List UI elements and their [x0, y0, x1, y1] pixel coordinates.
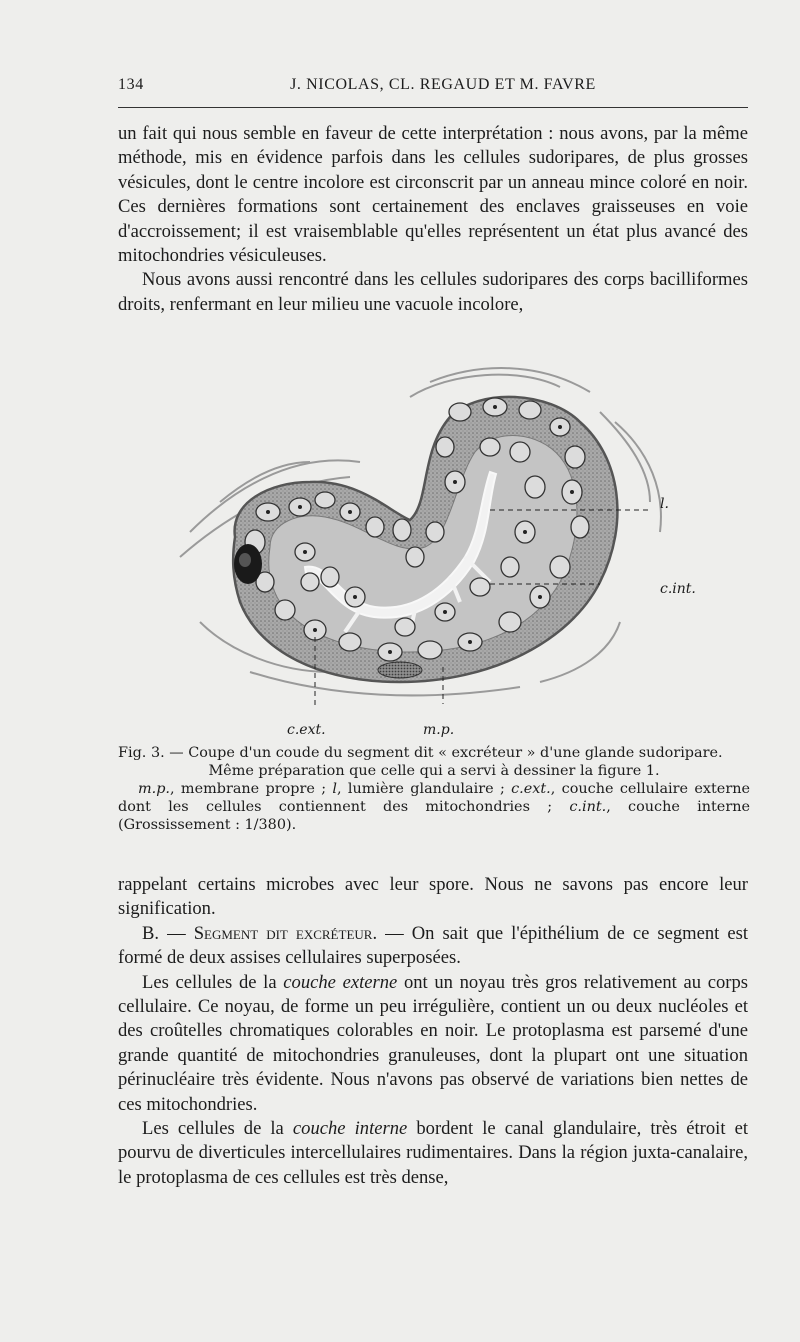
body-text-bottom	[118, 873, 748, 1190]
label-membrane: m.p.	[423, 722, 455, 738]
running-head: J. NICOLAS, CL. REGAUD ET M. FAVRE	[290, 76, 596, 93]
paragraph: Nous avons aussi rencontré dans les cellules sudoripares des corps bacilliformes droits, renfermant en leur milieu une vacuole incolore,	[118, 269, 748, 315]
header-rule	[118, 107, 748, 108]
figure-gland-section	[160, 352, 720, 738]
page-number: 134	[118, 76, 144, 93]
section-prefix: B. —	[142, 922, 194, 944]
gland-section-illustration	[160, 352, 720, 732]
paragraph	[118, 971, 748, 1117]
label-internal-layer: c.int.	[660, 581, 696, 597]
caption-text: , couche interne (Grossissement : 1/380).	[118, 799, 750, 833]
body-text-top	[118, 122, 748, 317]
page-header	[118, 76, 748, 102]
paragraph-text: Les cellules de la	[142, 1118, 293, 1140]
paragraph: un fait qui nous semble en faveur de cette interprétation : nous avons, par la même méthode, mis en évidence parfois dans les cellules sudoripares, de plus grosses vésicules, dont le centre incolore est circonscrit par un anneau mince coloré en noir. Ces dernières formations sont certainement des enclaves graisseuses en voie d'accroissement; il est vraisemblable qu'elles représentent un état plus avancé des mitochondries vésiculeuses.	[118, 123, 748, 267]
section-heading: Segment dit excréteur.	[193, 922, 378, 944]
caption-text: , couche cellulaire externe dont les cellules contiennent des mitochondries ;	[118, 781, 750, 815]
paragraph-text: — On sait que l'épithélium de ce segment est formé de deux assises cellulaires superposées.	[118, 922, 748, 969]
paragraph-text: Les cellules de la	[142, 971, 284, 993]
label-external-layer: c.ext.	[287, 722, 326, 738]
emphasis: couche externe	[283, 971, 398, 993]
paragraph-text: ont un noyau très gros relativement au corps cellulaire. Ce noyau, de forme un peu irrégulière, contient un ou deux nucléoles et des croûtelles chromatiques colorables en noir. Le protoplasma est parsemé d'une grande quantité de mitochondries granuleuses, dont la plupart ont une situation périnucléaire très évidente. Nous n'avons pas observé de variations bien nettes de ces mitochondries.	[118, 971, 748, 1115]
caption-abbr-cext: c.ext.	[511, 781, 551, 797]
figure-caption	[118, 744, 750, 834]
paragraph-section-b	[118, 922, 748, 971]
paragraph: rappelant certains microbes avec leur spore. Nous ne savons pas encore leur signification.	[118, 874, 748, 920]
paragraph-text: bordent le canal glandulaire, très étroit et pourvu de diverticules intercellulaires rudimentaires. Dans la région juxta-canalaire, le protoplasma de ces cellules est très dense,	[118, 1118, 748, 1188]
elongated-dark-nucleus	[378, 662, 422, 678]
caption-text: , membrane propre ;	[170, 781, 333, 797]
caption-legend	[118, 780, 750, 834]
paragraph	[118, 1117, 748, 1190]
label-lumen: l.	[660, 496, 669, 512]
caption-abbr-cint: c.int.	[569, 799, 607, 815]
caption-line-1: Fig. 3. — Coupe d'un coude du segment dit « excréteur » d'une glande sudoripare.	[118, 745, 723, 761]
emphasis: couche interne	[292, 1118, 408, 1140]
caption-line-2: Même préparation que celle qui a servi à dessiner la figure 1.	[208, 763, 660, 779]
caption-abbr-l: l	[332, 781, 338, 797]
caption-abbr-mp: m.p.	[138, 781, 171, 797]
caption-text: , lumière glandulaire ;	[337, 781, 512, 797]
